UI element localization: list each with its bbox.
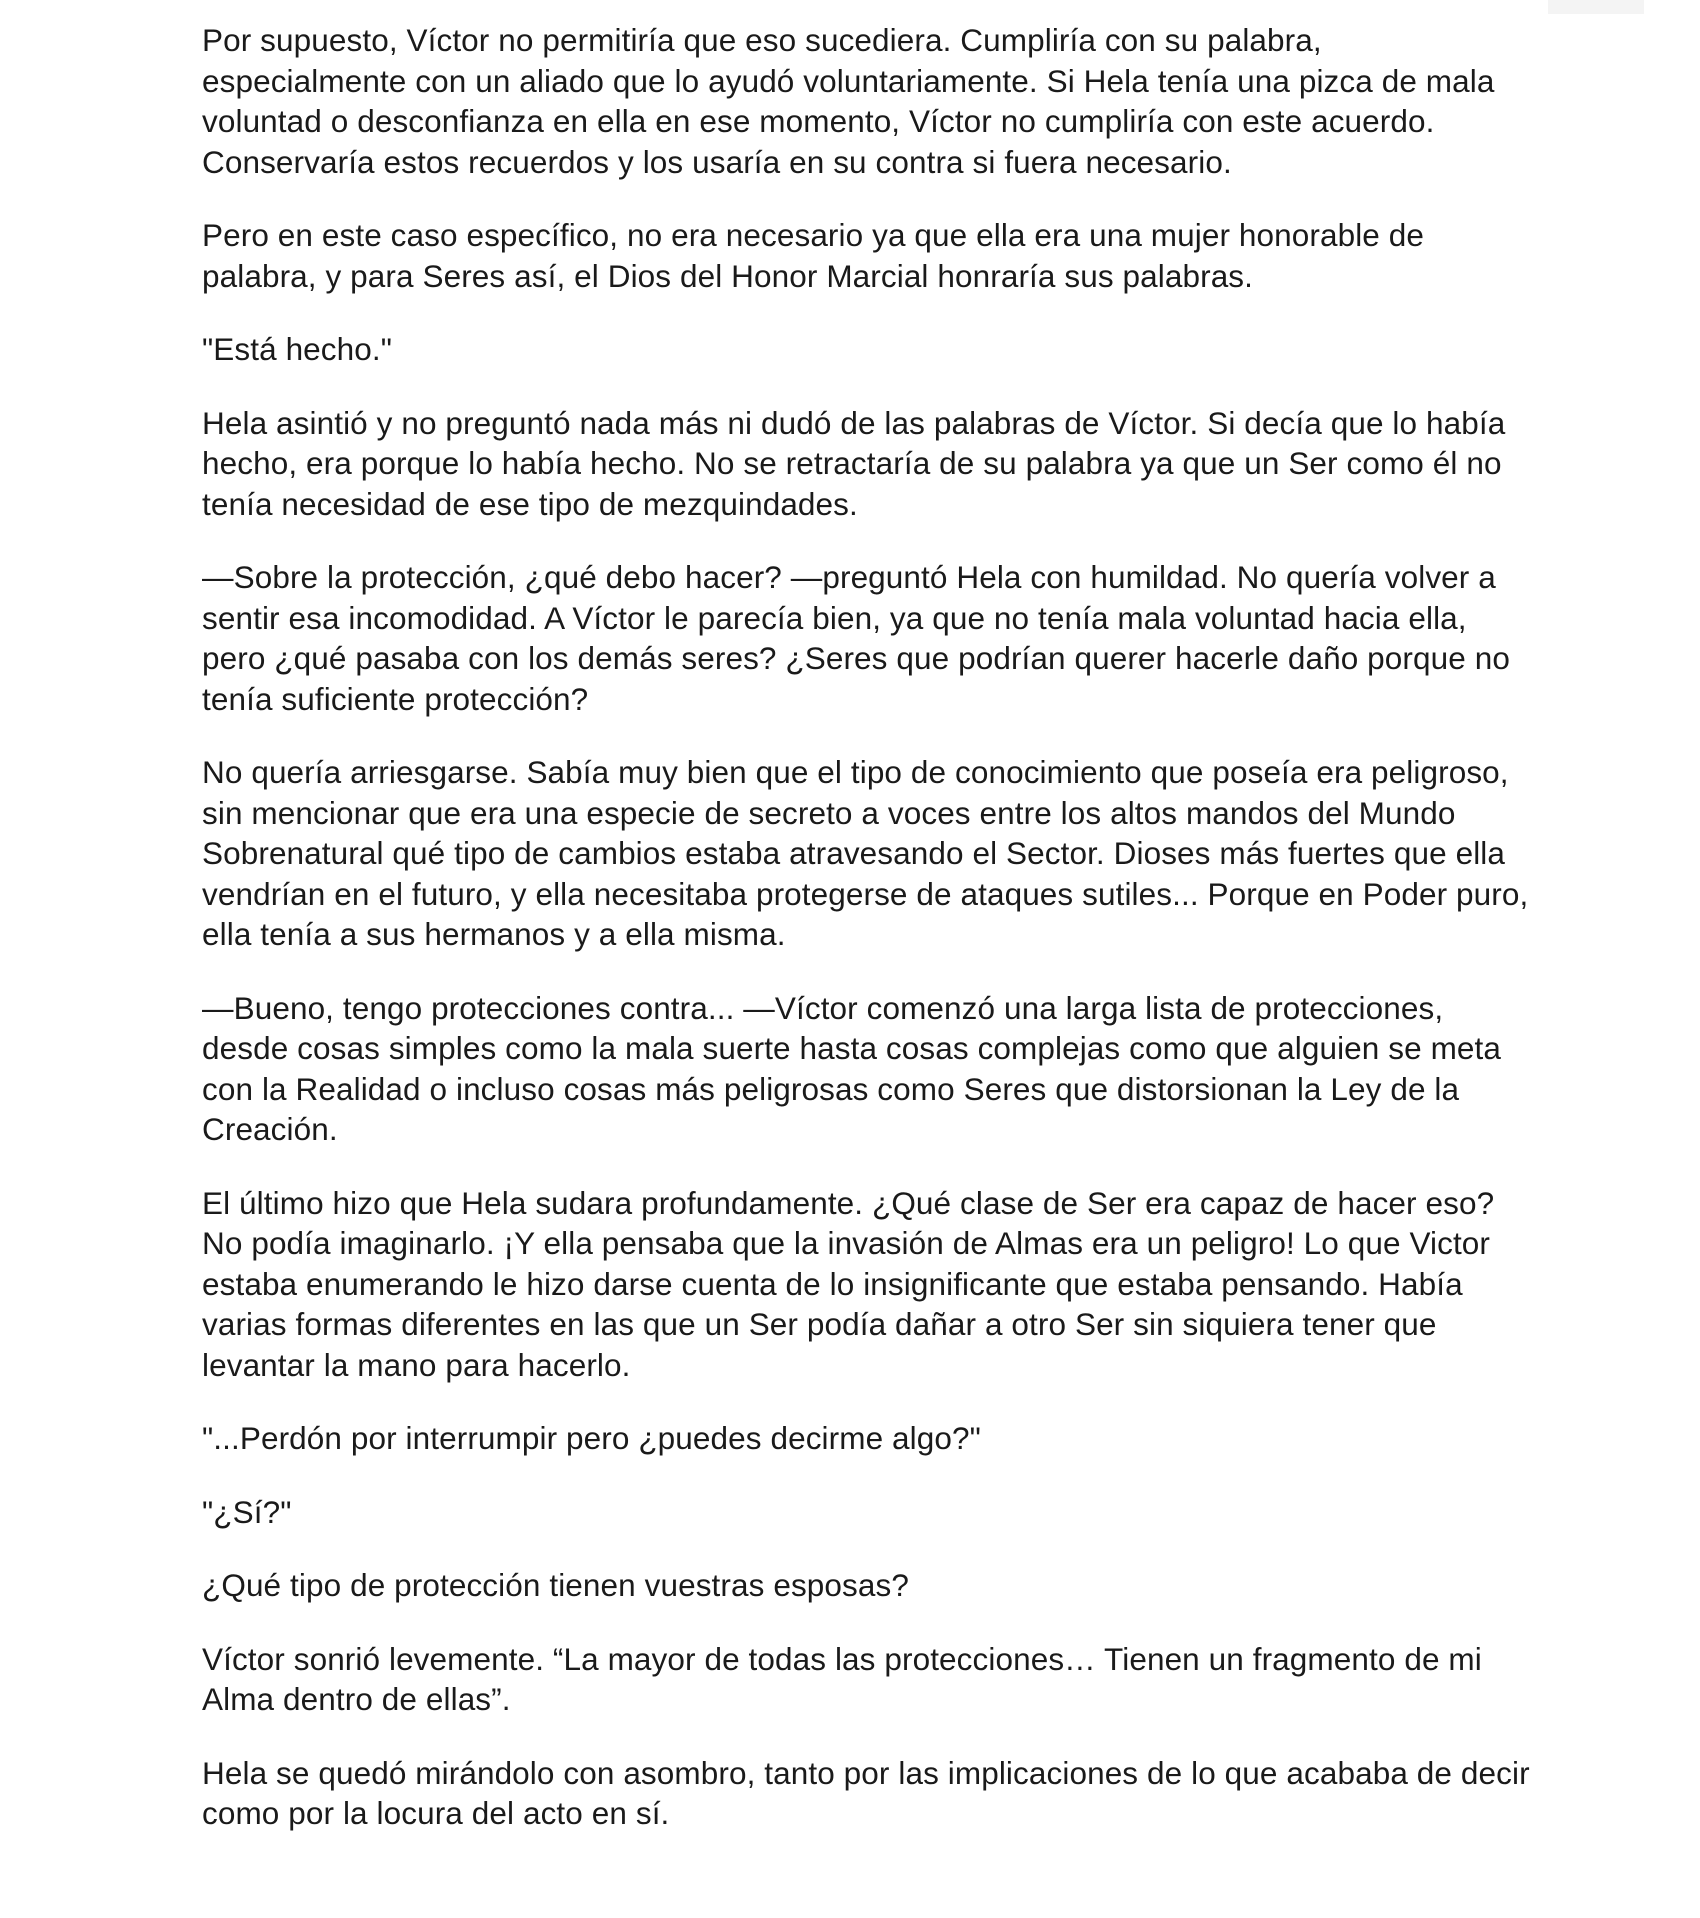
paragraph-6: No quería arriesgarse. Sabía muy bien que el tipo de conocimiento que poseía era peligroso, sin mencionar que era una especie de secreto a voces entre los altos mandos del Mundo Sobrenatural qué tipo de cambios estaba atravesando el Sector. Dioses más fuertes que ella vendrían en el futuro, y ella necesitaba protegerse de ataques sutiles... Porque en Poder puro, ella tenía a sus hermanos y a ella misma. xyxy=(202,754,1529,952)
paragraph-9: "...Perdón por interrumpir pero ¿puedes decirme algo?" xyxy=(202,1420,981,1456)
paragraph-10: "¿Sí?" xyxy=(202,1493,292,1530)
paragraph-5: —Sobre la protección, ¿qué debo hacer? —preguntó Hela con humildad. No quería volver a sentir esa incomodidad. A Víctor le parecía bien, ya que no tenía mala voluntad hacia ella, pero ¿qué pasaba con los demás seres? ¿Seres que podrían querer hacerle daño porque no tenía suficiente protección? xyxy=(202,559,1510,717)
paragraph-2: Pero en este caso específico, no era necesario ya que ella era una mujer honorable de palabra, y para Seres así, el Dios del Honor Marcial honraría sus palabras. xyxy=(202,217,1425,294)
document-body xyxy=(202,20,1532,1867)
paragraph-13: Hela se quedó mirándolo con asombro, tanto por las implicaciones de lo que acababa de decir como por la locura del acto en sí. xyxy=(202,1754,1530,1831)
paragraph-11: ¿Qué tipo de protección tienen vuestras esposas? xyxy=(202,1567,909,1603)
paragraph-4: Hela asintió y no preguntó nada más ni dudó de las palabras de Víctor. Si decía que lo había hecho, era porque lo había hecho. No se retractaría de su palabra ya que un Ser como él no tenía necesidad de ese tipo de mezquindades. xyxy=(202,404,1506,522)
paragraph-1: Por supuesto, Víctor no permitiría que eso sucediera. Cumpliría con su palabra, especialmente con un aliado que lo ayudó voluntariamente. Si Hela tenía una pizca de mala voluntad o desconfianza en ella en ese momento, Víctor no cumpliría con este acuerdo. Conservaría estos recuerdos y los usaría en su contra si fuera necesario. xyxy=(202,22,1495,180)
paragraph-3: "Está hecho." xyxy=(202,331,393,367)
paragraph-7: —Bueno, tengo protecciones contra... —Víctor comenzó una larga lista de protecciones, desde cosas simples como la mala suerte hasta cosas complejas como que alguien se meta con la Realidad o incluso cosas más peligrosas como Seres que distorsionan la Ley de la Creación. xyxy=(202,989,1502,1147)
paragraph-8: El último hizo que Hela sudara profundamente. ¿Qué clase de Ser era capaz de hacer eso? No podía imaginarlo. ¡Y ella pensaba que la invasión de Almas era un peligro! Lo que Victor estaba enumerando le hizo darse cuenta de lo insignificante que estaba pensando. Había varias formas diferentes en las que un Ser podía dañar a otro Ser sin siquiera tener que levantar la mano para hacerlo. xyxy=(202,1184,1495,1383)
page-corner-mark xyxy=(1548,0,1644,14)
paragraph-12: Víctor sonrió levemente. “La mayor de todas las protecciones… Tienen un fragmento de mi Alma dentro de ellas”. xyxy=(202,1640,1482,1717)
